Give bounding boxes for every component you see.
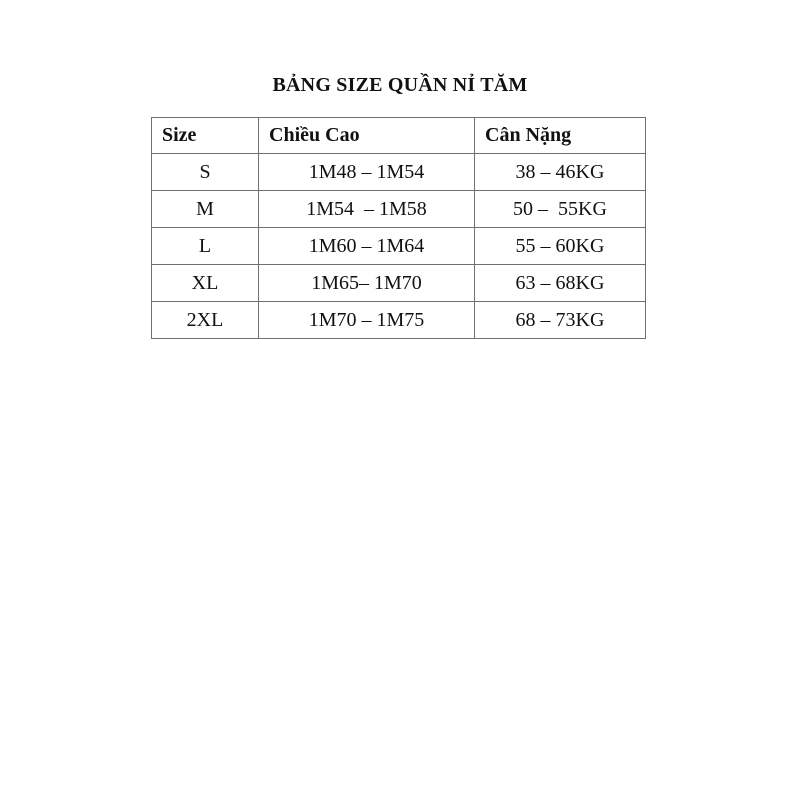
size-table xyxy=(151,117,646,339)
cell-weight: 55 – 60KG xyxy=(475,228,646,265)
cell-weight: 68 – 73KG xyxy=(475,302,646,339)
table-row xyxy=(152,228,646,265)
cell-height: 1M70 – 1M75 xyxy=(259,302,475,339)
table-row xyxy=(152,191,646,228)
cell-height: 1M65– 1M70 xyxy=(259,265,475,302)
cell-weight: 38 – 46KG xyxy=(475,154,646,191)
table-row xyxy=(152,154,646,191)
header-size: Size xyxy=(152,118,259,154)
cell-height: 1M60 – 1M64 xyxy=(259,228,475,265)
cell-size: M xyxy=(152,191,259,228)
header-height: Chiều Cao xyxy=(259,118,475,154)
table-row xyxy=(152,302,646,339)
cell-size: 2XL xyxy=(152,302,259,339)
cell-height: 1M54 – 1M58 xyxy=(259,191,475,228)
table-header-row xyxy=(152,118,646,154)
cell-size: L xyxy=(152,228,259,265)
cell-size: XL xyxy=(152,265,259,302)
cell-size: S xyxy=(152,154,259,191)
table-row xyxy=(152,265,646,302)
cell-height: 1M48 – 1M54 xyxy=(259,154,475,191)
cell-weight: 50 – 55KG xyxy=(475,191,646,228)
header-weight: Cân Nặng xyxy=(475,118,646,154)
cell-weight: 63 – 68KG xyxy=(475,265,646,302)
page-title: BẢNG SIZE QUẦN NỈ TĂM xyxy=(272,74,528,96)
